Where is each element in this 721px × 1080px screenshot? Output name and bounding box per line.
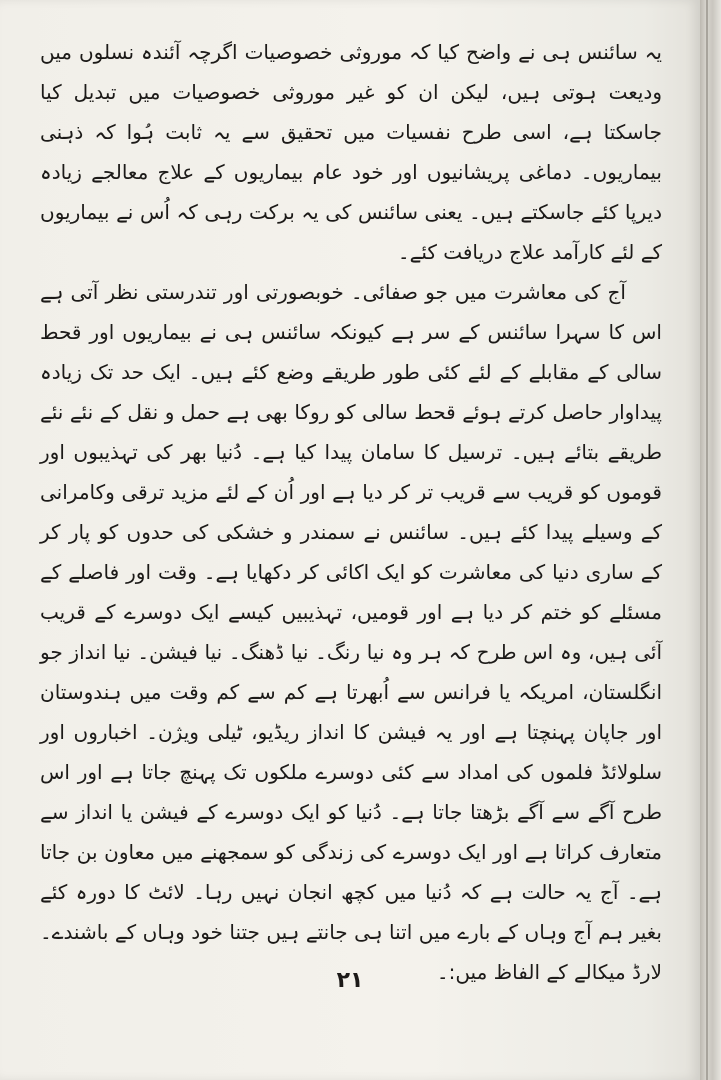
paragraph-1: یہ سائنس ہی نے واضح کیا کہ موروثی خصوصیات اگرچہ آئندہ نسلوں میں ودیعت ہوتی ہیں، لیکن ان کو غیر موروثی خصوصیات میں تبدیل کیا جاسکتا ہے، اسی طرح نفسیات میں تحقیق سے یہ ثابت ہُوا کہ ذہنی بیماریوں۔ دماغی پریشانیوں اور خود عام بیماریوں کے علاج معالجے زیادہ دیرپا کئے جاسکتے ہیں۔ یعنی سائنس کی یہ برکت رہی کہ اُس نے بیماریوں کے لئے کارآمد علاج دریافت کئے۔ — [40, 40, 662, 264]
body-text — [40, 32, 662, 992]
paragraph-2: آج کی معاشرت میں جو صفائی۔ خوبصورتی اور تندرستی نظر آتی ہے اس کا سہرا سائنس کے سر ہے کیونکہ سائنس ہی نے بیماریوں اور قحط سالی کے مقابلے کے لئے کئی طور طریقے وضع کئے ہیں۔ ایک حد تک زیادہ پیداوار حاصل کرتے ہوئے قحط سالی کو روکا بھی ہے حمل و نقل کے نئے نئے طریقے بتائے ہیں۔ ترسیل کا سامان پیدا کیا ہے۔ دُنیا بھر کی تہذیبوں اور قوموں کو قریب سے قریب تر کر دیا ہے اور اُن کے لئے مزید ترقی وکامرانی کے وسیلے پیدا کئے ہیں۔ سائنس نے سمندر و خشکی کی حدوں کو پار کر کے ساری دنیا کی معاشرت کو ایک اکائی کر دکھایا ہے۔ وقت اور فاصلے کے مسئلے کو ختم کر دیا ہے اور قومیں، تہذیبیں کیسے ایک دوسرے کے قریب آئی ہیں، وہ اس طرح کہ ہر وہ نیا رنگ۔ نیا ڈھنگ۔ نیا فیشن۔ نیا انداز جو انگلستان، امریکہ یا فرانس سے اُبھرتا ہے کم سے کم وقت میں ہندوستان اور جاپان پہنچتا ہے اور یہ فیشن کا انداز ریڈیو، ٹیلی ویژن۔ اخباروں اور سلولائڈ فلموں کی امداد سے کئی دوسرے ملکوں تک پہنچ جاتا ہے اور اس طرح آگے سے آگے بڑھتا جاتا ہے۔ دُنیا کو ایک دوسرے کے فیشن یا انداز سے متعارف کراتا ہے اور ایک دوسرے کی زندگی کو سمجھنے میں معاون بن جاتا ہے۔ آج یہ حالت ہے کہ دُنیا میں کچھ انجان نہیں رہا۔ لائٹ کا دورہ کئے بغیر ہم آج وہاں کے بارے میں اتنا ہی جانتے ہیں جتنا خود وہاں کے باشندے۔ لارڈ میکالے کے الفاظ میں:۔ — [40, 280, 662, 984]
page-edge — [700, 0, 721, 1080]
page-number: ۲۱ — [336, 968, 364, 993]
